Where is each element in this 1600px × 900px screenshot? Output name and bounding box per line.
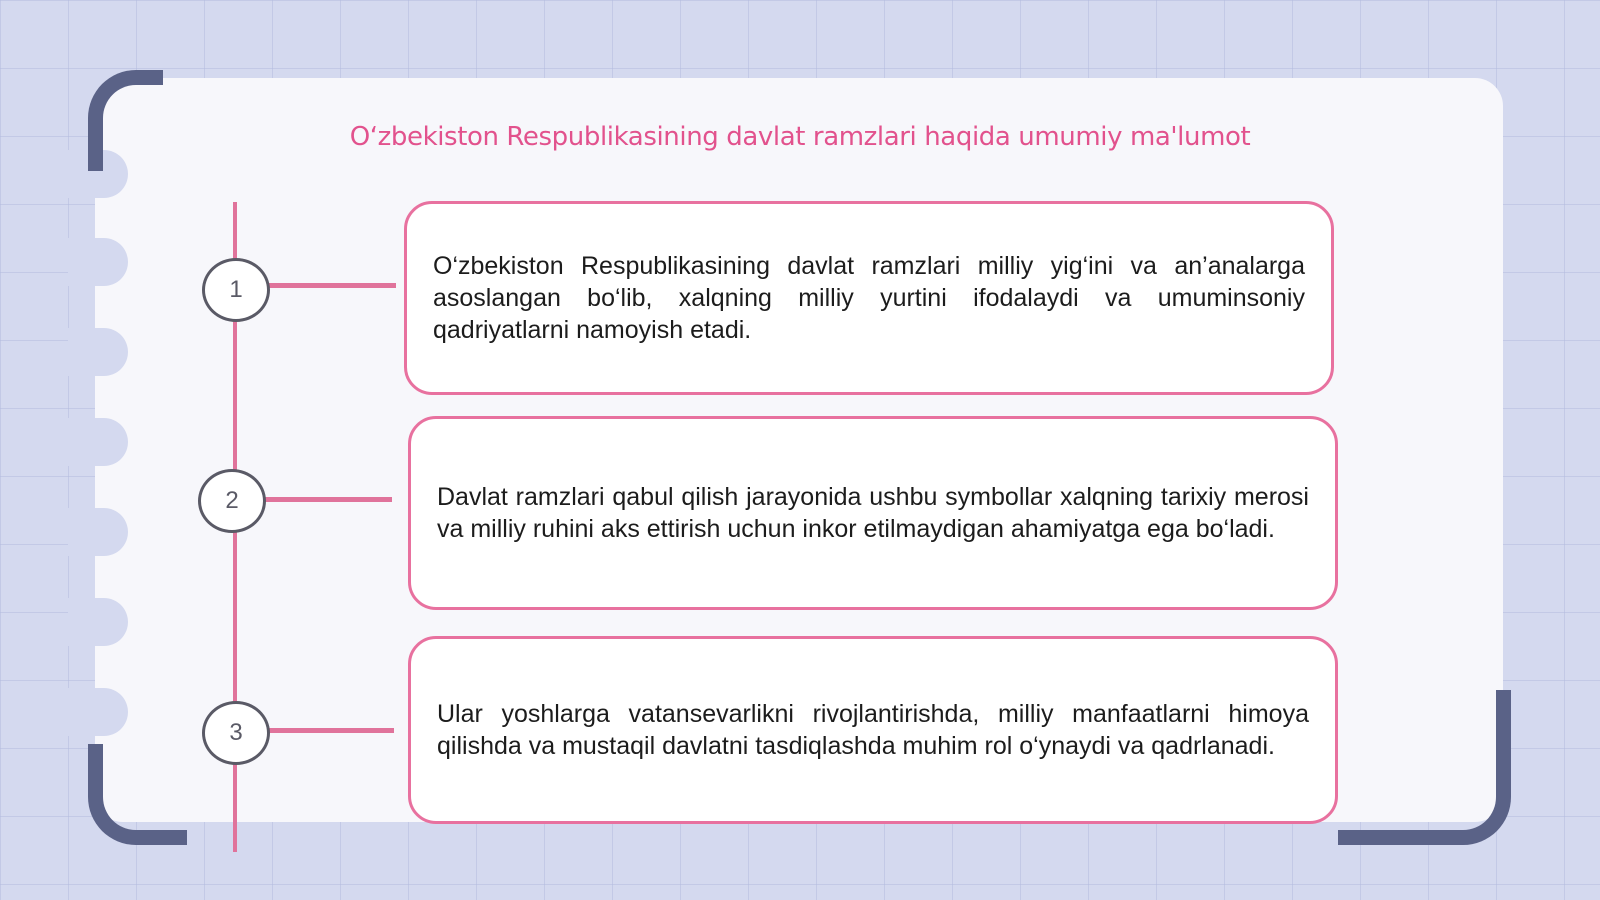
frame-corner-top-left <box>88 70 163 171</box>
step-number: 2 <box>225 487 239 514</box>
timeline-connector <box>264 728 394 733</box>
step-text: O‘zbekiston Respublikasining davlat ramzlari milliy yig‘ini va an’analarga asoslangan bo‘lib, xalqning milliy yurtini ifodalaydi va umuminsoniy qadriyatlarni namoyish etadi. <box>433 252 1305 344</box>
notebook-hole <box>68 508 128 556</box>
notebook-hole <box>68 328 128 376</box>
notebook-hole <box>68 598 128 646</box>
step-number-badge <box>202 258 270 322</box>
timeline-connector <box>262 497 392 502</box>
notebook-hole <box>68 238 128 286</box>
step-text: Ular yoshlarga vatansevarlikni rivojlantirishda, milliy manfaatlarni himoya qilishda va mustaqil davlatni tasdiqlashda muhim rol o‘ynaydi va qadrlanadi. <box>437 700 1309 760</box>
step-number: 1 <box>229 276 243 303</box>
step-text-box <box>408 636 1338 824</box>
frame-corner-bottom-left <box>88 744 187 845</box>
step-text: Davlat ramzlari qabul qilish jarayonida ushbu symbollar xalqning tarixiy merosi va milliy ruhini aks ettirish uchun inkor etilmaydigan ahamiyatga ega bo‘ladi. <box>437 483 1309 543</box>
notebook-hole <box>68 418 128 466</box>
timeline-connector <box>264 283 396 288</box>
frame-corner-bottom-right <box>1338 690 1511 845</box>
step-number: 3 <box>229 719 243 746</box>
step-number-badge <box>202 701 270 765</box>
slide-title: O‘zbekiston Respublikasining davlat ramzlari haqida umumiy ma'lumot <box>349 122 1251 152</box>
step-text-box <box>408 416 1338 610</box>
notebook-hole <box>68 688 128 736</box>
step-number-badge <box>198 469 266 533</box>
step-text-box <box>404 201 1334 395</box>
